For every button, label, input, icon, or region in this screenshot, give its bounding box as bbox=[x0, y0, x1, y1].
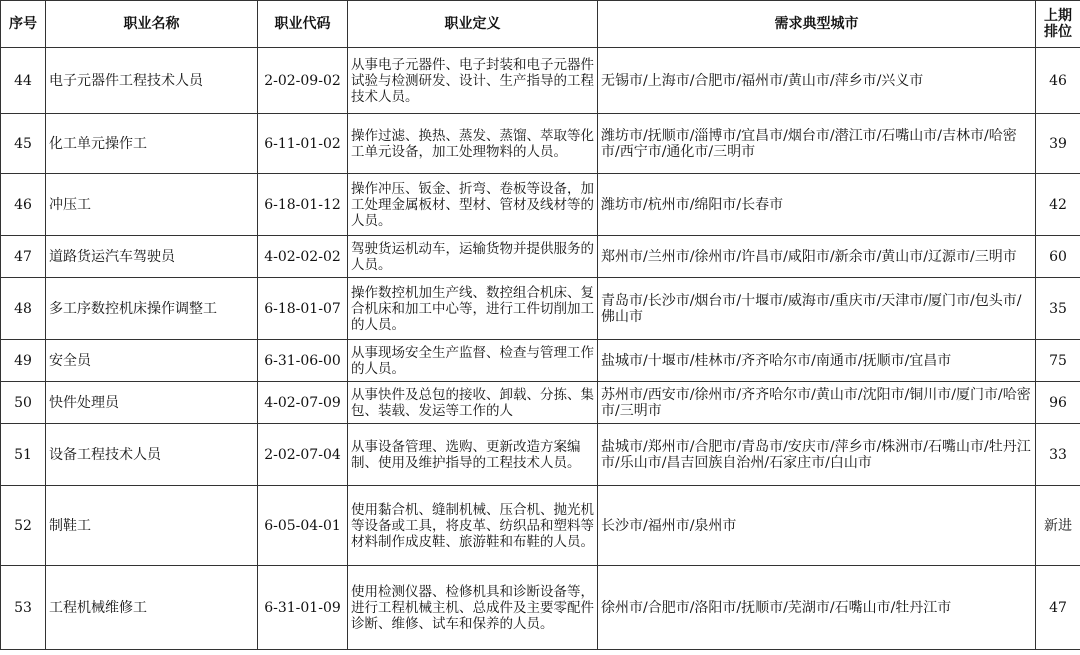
cell-definition: 操作冲压、钣金、折弯、卷板等设备，加工处理金属板材、型材、管材及线材等的人员。 bbox=[348, 174, 598, 236]
cell-cities: 徐州市/合肥市/洛阳市/抚顺市/芜湖市/石嘴山市/牡丹江市 bbox=[598, 566, 1036, 650]
table-row bbox=[1, 48, 1080, 114]
cell-definition: 使用黏合机、缝制机械、压合机、抛光机等设备或工具，将皮革、纺织品和塑料等材料制作成皮鞋、旅游鞋和布鞋的人员。 bbox=[348, 486, 598, 566]
cell-idx: 50 bbox=[1, 382, 46, 424]
cell-definition: 使用检测仪器、检修机具和诊断设备等，进行工程机械主机、总成件及主要零配件诊断、维修、试车和保养的人员。 bbox=[348, 566, 598, 650]
cell-definition: 操作过滤、换热、蒸发、蒸馏、萃取等化工单元设备，加工处理物料的人员。 bbox=[348, 114, 598, 174]
cell-idx: 44 bbox=[1, 48, 46, 114]
cell-definition: 从事现场安全生产监督、检查与管理工作的人员。 bbox=[348, 340, 598, 382]
cell-name: 多工序数控机床操作调整工 bbox=[46, 278, 258, 340]
cell-code: 4-02-02-02 bbox=[258, 236, 348, 278]
table-row bbox=[1, 566, 1080, 650]
cell-cities: 盐城市/十堰市/桂林市/齐齐哈尔市/南通市/抚顺市/宜昌市 bbox=[598, 340, 1036, 382]
cell-rank: 46 bbox=[1036, 48, 1080, 114]
cell-rank: 75 bbox=[1036, 340, 1080, 382]
cell-idx: 53 bbox=[1, 566, 46, 650]
cell-code: 6-18-01-12 bbox=[258, 174, 348, 236]
table-row bbox=[1, 486, 1080, 566]
cell-cities: 郑州市/兰州市/徐州市/许昌市/咸阳市/新余市/黄山市/辽源市/三明市 bbox=[598, 236, 1036, 278]
table-row bbox=[1, 424, 1080, 486]
cell-code: 6-31-01-09 bbox=[258, 566, 348, 650]
header-name: 职业名称 bbox=[46, 1, 258, 48]
cell-name: 设备工程技术人员 bbox=[46, 424, 258, 486]
table-row bbox=[1, 236, 1080, 278]
cell-rank: 47 bbox=[1036, 566, 1080, 650]
cell-code: 6-31-06-00 bbox=[258, 340, 348, 382]
header-rank: 上期排位 bbox=[1036, 1, 1080, 48]
table-row bbox=[1, 114, 1080, 174]
cell-idx: 48 bbox=[1, 278, 46, 340]
cell-rank: 35 bbox=[1036, 278, 1080, 340]
cell-rank: 60 bbox=[1036, 236, 1080, 278]
header-code: 职业代码 bbox=[258, 1, 348, 48]
cell-idx: 45 bbox=[1, 114, 46, 174]
cell-definition: 从事快件及总包的接收、卸载、分拣、集包、装载、发运等工作的人 bbox=[348, 382, 598, 424]
cell-name: 快件处理员 bbox=[46, 382, 258, 424]
cell-rank: 新进 bbox=[1036, 486, 1080, 566]
cell-idx: 47 bbox=[1, 236, 46, 278]
cell-name: 制鞋工 bbox=[46, 486, 258, 566]
cell-code: 6-18-01-07 bbox=[258, 278, 348, 340]
cell-code: 2-02-09-02 bbox=[258, 48, 348, 114]
cell-cities: 长沙市/福州市/泉州市 bbox=[598, 486, 1036, 566]
table-row bbox=[1, 278, 1080, 340]
cell-name: 冲压工 bbox=[46, 174, 258, 236]
cell-code: 6-11-01-02 bbox=[258, 114, 348, 174]
cell-name: 安全员 bbox=[46, 340, 258, 382]
cell-name: 电子元器件工程技术人员 bbox=[46, 48, 258, 114]
cell-rank: 39 bbox=[1036, 114, 1080, 174]
cell-rank: 42 bbox=[1036, 174, 1080, 236]
cell-idx: 49 bbox=[1, 340, 46, 382]
cell-idx: 51 bbox=[1, 424, 46, 486]
header-cities: 需求典型城市 bbox=[598, 1, 1036, 48]
header-idx: 序号 bbox=[1, 1, 46, 48]
cell-cities: 无锡市/上海市/合肥市/福州市/黄山市/萍乡市/兴义市 bbox=[598, 48, 1036, 114]
cell-cities: 潍坊市/杭州市/绵阳市/长春市 bbox=[598, 174, 1036, 236]
cell-cities: 青岛市/长沙市/烟台市/十堰市/威海市/重庆市/天津市/厦门市/包头市/佛山市 bbox=[598, 278, 1036, 340]
header-definition: 职业定义 bbox=[348, 1, 598, 48]
table-row bbox=[1, 174, 1080, 236]
table-header-row bbox=[1, 1, 1080, 48]
cell-idx: 52 bbox=[1, 486, 46, 566]
cell-cities: 苏州市/西安市/徐州市/齐齐哈尔市/黄山市/沈阳市/铜川市/厦门市/哈密市/三明市 bbox=[598, 382, 1036, 424]
cell-code: 4-02-07-09 bbox=[258, 382, 348, 424]
cell-definition: 从事电子元器件、电子封装和电子元器件试验与检测研发、设计、生产指导的工程技术人员。 bbox=[348, 48, 598, 114]
cell-rank: 96 bbox=[1036, 382, 1080, 424]
table-row bbox=[1, 382, 1080, 424]
cell-name: 道路货运汽车驾驶员 bbox=[46, 236, 258, 278]
cell-cities: 潍坊市/抚顺市/淄博市/宜昌市/烟台市/潜江市/石嘴山市/吉林市/哈密市/西宁市/通化市/三明市 bbox=[598, 114, 1036, 174]
cell-name: 工程机械维修工 bbox=[46, 566, 258, 650]
table-row bbox=[1, 340, 1080, 382]
cell-definition: 驾驶货运机动车，运输货物并提供服务的人员。 bbox=[348, 236, 598, 278]
cell-code: 6-05-04-01 bbox=[258, 486, 348, 566]
cell-code: 2-02-07-04 bbox=[258, 424, 348, 486]
cell-idx: 46 bbox=[1, 174, 46, 236]
cell-definition: 从事设备管理、选购、更新改造方案编制、使用及维护指导的工程技术人员。 bbox=[348, 424, 598, 486]
cell-definition: 操作数控机加生产线、数控组合机床、复合机床和加工中心等，进行工件切削加工的人员。 bbox=[348, 278, 598, 340]
cell-cities: 盐城市/郑州市/合肥市/青岛市/安庆市/萍乡市/株洲市/石嘴山市/牡丹江市/乐山市/昌吉回族自治州/石家庄市/白山市 bbox=[598, 424, 1036, 486]
cell-rank: 33 bbox=[1036, 424, 1080, 486]
cell-name: 化工单元操作工 bbox=[46, 114, 258, 174]
